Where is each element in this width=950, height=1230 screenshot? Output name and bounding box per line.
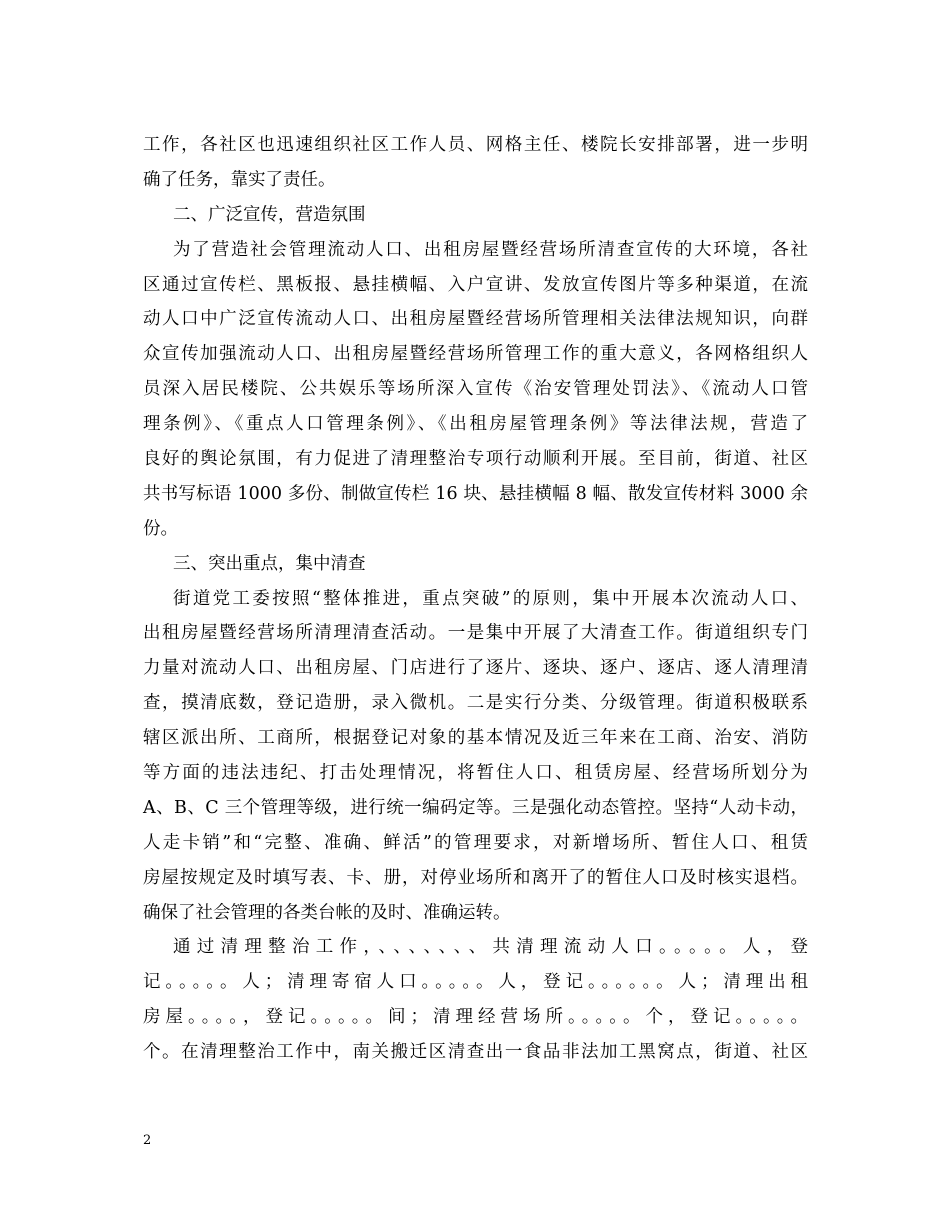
- text-line: 为了营造社会管理流动人口、出租房屋暨经营场所清查宣传的大环境，各社: [173, 239, 808, 260]
- text-line: 街道党工委按照“整体推进，重点突破”的原则，集中开展本次流动人口、: [173, 588, 808, 609]
- text-line: 二、广泛宣传，营造氛围: [173, 204, 366, 225]
- text-line: 记。。。。。人；清理寄宿人口。。。。。人，登记。。。。。。人；清理出租: [143, 972, 808, 993]
- text-line: 确保了社会管理的各类台帐的及时、准确运转。: [143, 902, 511, 923]
- text-line: 份。: [143, 518, 178, 539]
- text-line: 个。在清理整治工作中，南关搬迁区清查出一食品非法加工黑窝点，街道、社区: [143, 1042, 808, 1063]
- text-line: 查，摸清底数，登记造册，录入微机。二是实行分类、分级管理。街道积极联系: [143, 693, 808, 714]
- text-line: 辖区派出所、工商所，根据登记对象的基本情况及近三年来在工商、治安、消防: [143, 728, 808, 749]
- text-line: 良好的舆论氛围，有力促进了清理整治专项行动顺利开展。至目前，街道、社区: [143, 449, 808, 470]
- text-line: 确了任务，靠实了责任。: [143, 169, 336, 190]
- text-line: 通过清理整治工作，、、、、、、、共清理流动人口。。。。。人，登: [173, 937, 808, 958]
- document-body: [143, 128, 808, 1070]
- text-line: 众宣传加强流动人口、出租房屋暨经营场所管理工作的重大意义，各网格组织人: [143, 344, 808, 365]
- text-line: 动人口中广泛宣传流动人口、出租房屋暨经营场所管理相关法律法规知识，向群: [143, 309, 808, 330]
- text-line: 工作，各社区也迅速组织社区工作人员、网格主任、楼院长安排部署，进一步明: [143, 135, 808, 155]
- text-line: 理条例》、《重点人口管理条例》、《出租房屋管理条例》等法律法规，营造了: [143, 414, 808, 435]
- text-line: 房屋。。。。，登记。。。。。间；清理经营场所。。。。。个，登记。。。。。: [143, 1007, 808, 1028]
- page-number: 2: [143, 1133, 152, 1148]
- text-line: 区通过宣传栏、黑板报、悬挂横幅、入户宣讲、发放宣传图片等多种渠道，在流: [143, 274, 808, 295]
- text-line: 三、突出重点，集中清查: [173, 553, 366, 574]
- text-line: 力量对流动人口、出租房屋、门店进行了逐片、逐块、逐户、逐店、逐人清理清: [143, 658, 808, 679]
- text-line: 出租房屋暨经营场所清理清查活动。一是集中开展了大清查工作。街道组织专门: [143, 623, 808, 644]
- text-line: A、B、C 三个管理等级，进行统一编码定等。三是强化动态管控。坚持“人动卡动，: [143, 797, 808, 818]
- text-line: 房屋按规定及时填写表、卡、册，对停业场所和离开了的暂住人口及时核实退档。: [143, 867, 808, 888]
- text-line: 员深入居民楼院、公共娱乐等场所深入宣传《治安管理处罚法》、《流动人口管: [143, 379, 808, 400]
- text-line: 等方面的违法违纪、打击处理情况，将暂住人口、租赁房屋、经营场所划分为: [143, 763, 808, 784]
- text-line: 共书写标语 1000 多份、制做宣传栏 16 块、悬挂横幅 8 幅、散发宣传材料 3000 余: [143, 483, 808, 504]
- text-line: 人走卡销”和“完整、准确、鲜活”的管理要求，对新增场所、暂住人口、租赁: [143, 832, 808, 853]
